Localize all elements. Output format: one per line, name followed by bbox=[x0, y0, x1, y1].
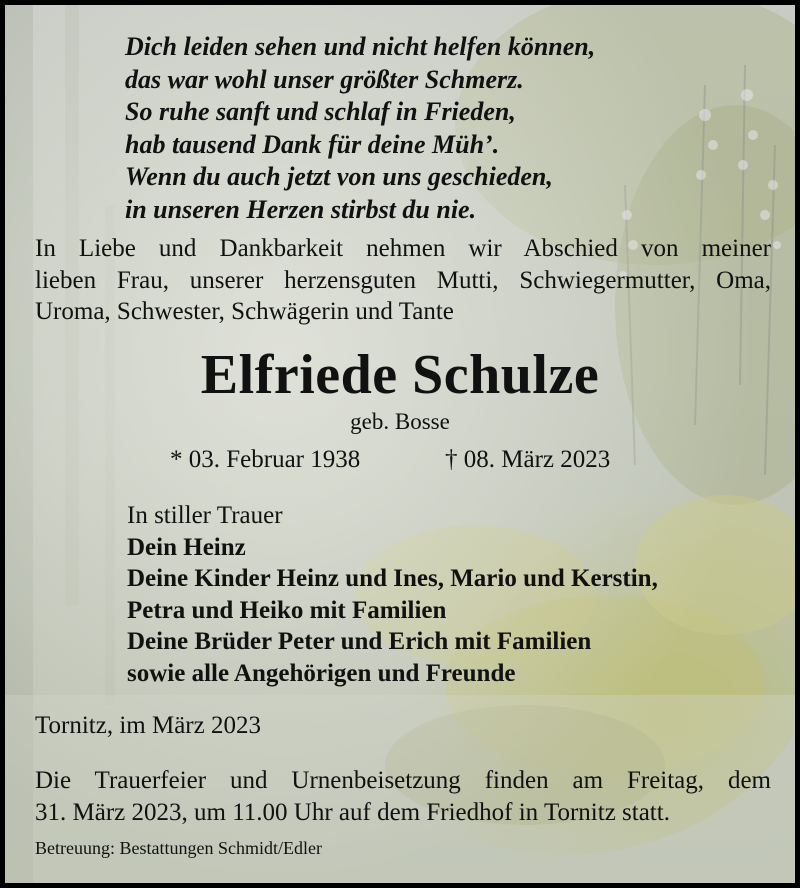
intro-line: Uroma, Schwester, Schwägerin und Tante bbox=[35, 298, 454, 325]
poem bbox=[125, 31, 595, 226]
poem-line: Wenn du auch jetzt von uns geschieden, bbox=[125, 162, 553, 191]
ceremony-line: 31. März 2023, um 11.00 Uhr auf dem Friedhof in Tornitz statt. bbox=[35, 798, 670, 826]
mourner-line: sowie alle Angehörigen und Freunde bbox=[127, 659, 516, 687]
ceremony-line: Die Trauerfeier und Urnenbeisetzung finden am Freitag, dem bbox=[35, 767, 771, 794]
funeral-home-credit: Betreuung: Bestattungen Schmidt/Edler bbox=[35, 838, 322, 858]
place-date: Tornitz, im März 2023 bbox=[35, 712, 261, 739]
deceased-name: Elfriede Schulze bbox=[200, 344, 600, 406]
mourner-line: Deine Brüder Peter und Erich mit Familien bbox=[127, 628, 592, 655]
poem-line: hab tausend Dank für deine Müh’. bbox=[125, 129, 500, 159]
intro-line: lieben Frau, unserer herzensguten Mutti, Schwiegermutter, Oma, bbox=[35, 266, 771, 294]
poem-line: So ruhe sanft und schlaf in Frieden, bbox=[125, 97, 516, 126]
mourner-line: Petra und Heiko mit Familien bbox=[127, 596, 447, 624]
intro-line: In Liebe und Dankbarkeit nehmen wir Abschied von meiner bbox=[35, 235, 771, 262]
maiden-name: geb. Bosse bbox=[350, 409, 450, 434]
mourners-heading: In stiller Trauer bbox=[127, 502, 283, 529]
death-date: † 08. März 2023 bbox=[445, 446, 611, 473]
ceremony-notice bbox=[35, 765, 771, 828]
mourners-block bbox=[127, 500, 658, 689]
mourner-line: Deine Kinder Heinz und Ines, Mario und Kerstin, bbox=[127, 565, 658, 592]
intro-text bbox=[35, 233, 771, 328]
poem-line: das war wohl unser größter Schmerz. bbox=[125, 64, 524, 94]
poem-line: Dich leiden sehen und nicht helfen können, bbox=[125, 32, 596, 61]
birth-date: * 03. Februar 1938 bbox=[170, 446, 361, 473]
mourner-line: Dein Heinz bbox=[127, 533, 246, 561]
poem-line: in unseren Herzen stirbst du nie. bbox=[125, 194, 477, 224]
